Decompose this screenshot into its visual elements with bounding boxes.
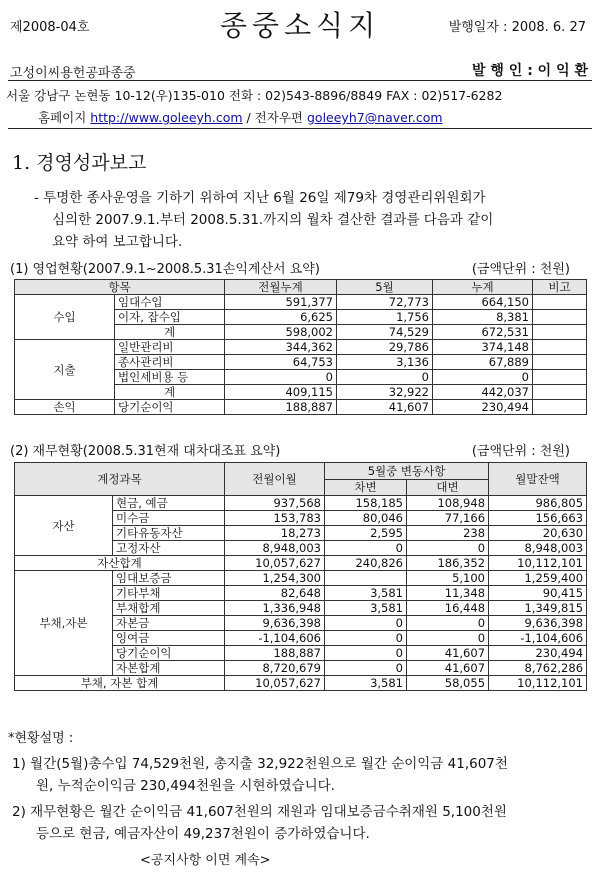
cell: 41,607	[407, 646, 489, 661]
table-row	[15, 340, 587, 355]
cell: 3,581	[325, 601, 407, 616]
cell: 41,607	[407, 661, 489, 676]
cell: 672,531	[433, 325, 533, 340]
row-label: 계	[115, 385, 225, 400]
cell: 158,185	[325, 496, 407, 511]
table-header-row	[15, 280, 587, 295]
cell	[325, 571, 407, 586]
row-label: 기타부채	[113, 586, 225, 601]
group-label: 지출	[15, 340, 115, 400]
row-label: 자산합계	[15, 556, 225, 571]
cell: 0	[325, 661, 407, 676]
cell: 0	[325, 541, 407, 556]
header-divider	[8, 80, 592, 81]
cell: 9,636,398	[489, 616, 587, 631]
cell: 937,568	[225, 496, 325, 511]
row-label: 계	[115, 325, 225, 340]
intro-line-1: - 투명한 종사운영을 기하기 위하여 지난 6월 26일 제79차 경영관리위원회가	[34, 190, 486, 206]
organization-name: 고성이씨용헌공파종중	[10, 66, 136, 81]
row-label: 자본금	[113, 616, 225, 631]
cell: 0	[225, 370, 337, 385]
cell: 1,259,400	[489, 571, 587, 586]
newsletter-title: 종중소식지	[219, 9, 381, 42]
cell: 442,037	[433, 385, 533, 400]
col-header-account: 계정과목	[15, 463, 225, 496]
cell	[533, 325, 587, 340]
group-label: 손익	[15, 400, 115, 415]
col-header-remark: 비고	[533, 280, 587, 295]
cell: 0	[325, 631, 407, 646]
cell: 108,948	[407, 496, 489, 511]
cell: 64,753	[225, 355, 337, 370]
notes-heading: *현황설명 :	[8, 731, 74, 746]
row-label: 일반관리비	[115, 340, 225, 355]
note-1-line-2: 원, 누적순이익금 230,494천원을 시현하였습니다.	[36, 778, 335, 794]
cell: 0	[325, 646, 407, 661]
cell: 74,529	[337, 325, 433, 340]
row-label: 기타유동자산	[113, 526, 225, 541]
cell	[533, 385, 587, 400]
cell: 1,756	[337, 310, 433, 325]
cell: 188,887	[225, 646, 325, 661]
row-label: 미수금	[113, 511, 225, 526]
note-2-line-1: 2) 재무현황은 월간 순이익금 41,607천원의 재원과 임대보증금수취재원 5,100천원	[12, 804, 507, 820]
total-row	[15, 556, 587, 571]
col-header-prev-total: 전월누계	[225, 280, 337, 295]
cell	[533, 340, 587, 355]
cell: 188,887	[225, 400, 337, 415]
cell	[533, 295, 587, 310]
cell: 156,663	[489, 511, 587, 526]
cell	[533, 400, 587, 415]
row-label: 고정자산	[113, 541, 225, 556]
cell: 6,625	[225, 310, 337, 325]
cell: 67,889	[433, 355, 533, 370]
cell: 230,494	[489, 646, 587, 661]
group-label: 수입	[15, 295, 115, 340]
cell: 29,786	[337, 340, 433, 355]
row-label: 임대보증금	[113, 571, 225, 586]
cell: 58,055	[407, 676, 489, 691]
cell: 8,762,286	[489, 661, 587, 676]
balance-unit: (금액단위 : 천원)	[471, 444, 570, 459]
row-label: 법인세비용 등	[115, 370, 225, 385]
income-table	[14, 279, 587, 415]
cell: 3,136	[337, 355, 433, 370]
group-label: 부채,자본	[15, 571, 113, 676]
cell: 9,636,398	[225, 616, 325, 631]
row-label: 당기순이익	[115, 400, 225, 415]
note-1-line-1: 1) 월간(5월)총수입 74,529천원, 총지출 32,922천원으로 월간 순이익금 41,607천	[12, 756, 508, 772]
cell: 10,112,101	[489, 676, 587, 691]
email-label: / 전자우편	[246, 110, 303, 125]
header-bottom-divider	[8, 128, 592, 129]
balance-table	[14, 462, 587, 691]
cell: 186,352	[407, 556, 489, 571]
cell	[533, 370, 587, 385]
cell: 41,607	[337, 400, 433, 415]
income-caption: (1) 영업현황(2007.9.1~2008.5.31손익계산서 요약)	[10, 262, 320, 277]
cell: 2,595	[325, 526, 407, 541]
col-header-may: 5월	[337, 280, 433, 295]
email-link[interactable]: goleeyh7@naver.com	[306, 110, 443, 125]
cell: 0	[325, 616, 407, 631]
col-header-credit: 대변	[407, 479, 489, 496]
row-label: 종사관리비	[115, 355, 225, 370]
cell: 0	[433, 370, 533, 385]
footer-note: <공지사항 이면 계속>	[140, 853, 271, 868]
cell: 153,783	[225, 511, 325, 526]
cell: 409,115	[225, 385, 337, 400]
cell: 344,362	[225, 340, 337, 355]
table-row	[15, 571, 587, 586]
cell	[533, 310, 587, 325]
row-label: 부채합계	[113, 601, 225, 616]
table-row	[15, 400, 587, 415]
cell: 11,348	[407, 586, 489, 601]
row-label: 임대수입	[115, 295, 225, 310]
contact-address: 서울 강남구 논현동 10-12(우)135-010 전화 : 02)543-8896/8849 FAX : 02)517-6282	[6, 88, 503, 103]
row-label: 자본합계	[113, 661, 225, 676]
cell: 3,581	[325, 586, 407, 601]
balance-caption: (2) 재무현황(2008.5.31현재 대차대조표 요약)	[10, 444, 281, 459]
row-label: 현금, 예금	[113, 496, 225, 511]
cell: 10,057,627	[225, 676, 325, 691]
publish-date: 발행일자 : 2008. 6. 27	[448, 20, 586, 35]
cell: 8,720,679	[225, 661, 325, 676]
cell: -1,104,606	[489, 631, 587, 646]
cell: 240,826	[325, 556, 407, 571]
col-header-debit: 차변	[325, 479, 407, 496]
cell: 18,273	[225, 526, 325, 541]
note-2-line-2: 등으로 현금, 예금자산이 49,237천원이 증가하였습니다.	[36, 826, 370, 842]
cell: 1,254,300	[225, 571, 325, 586]
cell: 598,002	[225, 325, 337, 340]
cell: 8,948,003	[489, 541, 587, 556]
col-header-total: 누계	[433, 280, 533, 295]
issue-number: 제2008-04호	[10, 20, 90, 35]
col-header-prev: 전월이월	[225, 463, 325, 496]
publisher: 발 행 인 : 이 익 환	[472, 63, 588, 79]
cell: 8,948,003	[225, 541, 325, 556]
cell: 3,581	[325, 676, 407, 691]
cell: 90,415	[489, 586, 587, 601]
cell: 10,112,101	[489, 556, 587, 571]
homepage-line	[38, 108, 443, 126]
homepage-label: 홈페이지	[38, 110, 87, 125]
total-row	[15, 676, 587, 691]
row-label: 당기순이익	[113, 646, 225, 661]
cell: 8,381	[433, 310, 533, 325]
col-header-end: 월말잔액	[489, 463, 587, 496]
row-label: 잉여금	[113, 631, 225, 646]
table-header-row	[15, 463, 587, 480]
row-label: 부채, 자본 합계	[15, 676, 225, 691]
cell: -1,104,606	[225, 631, 325, 646]
col-header-change: 5월중 변동사항	[325, 463, 489, 480]
group-label: 자산	[15, 496, 113, 556]
cell: 16,448	[407, 601, 489, 616]
cell: 0	[407, 631, 489, 646]
cell: 664,150	[433, 295, 533, 310]
income-unit: (금액단위 : 천원)	[471, 262, 570, 277]
cell	[533, 355, 587, 370]
section-title: 1. 경영성과보고	[12, 152, 147, 174]
cell: 238	[407, 526, 489, 541]
intro-line-3: 요약 하여 보고합니다.	[52, 234, 183, 250]
table-row	[15, 295, 587, 310]
cell: 82,648	[225, 586, 325, 601]
cell: 0	[337, 370, 433, 385]
cell: 20,630	[489, 526, 587, 541]
cell: 230,494	[433, 400, 533, 415]
cell: 1,349,815	[489, 601, 587, 616]
cell: 10,057,627	[225, 556, 325, 571]
cell: 77,166	[407, 511, 489, 526]
cell: 374,148	[433, 340, 533, 355]
intro-line-2: 심의한 2007.9.1.부터 2008.5.31.까지의 월차 결산한 결과를 다음과 같이	[52, 212, 494, 228]
col-header-item: 항목	[15, 280, 225, 295]
cell: 80,046	[325, 511, 407, 526]
cell: 591,377	[225, 295, 337, 310]
cell: 0	[407, 616, 489, 631]
homepage-link[interactable]: http://www.goleeyh.com	[90, 110, 243, 125]
cell: 1,336,948	[225, 601, 325, 616]
cell: 32,922	[337, 385, 433, 400]
cell: 986,805	[489, 496, 587, 511]
cell: 0	[407, 541, 489, 556]
cell: 5,100	[407, 571, 489, 586]
row-label: 이자, 잡수입	[115, 310, 225, 325]
table-row	[15, 496, 587, 511]
cell: 72,773	[337, 295, 433, 310]
